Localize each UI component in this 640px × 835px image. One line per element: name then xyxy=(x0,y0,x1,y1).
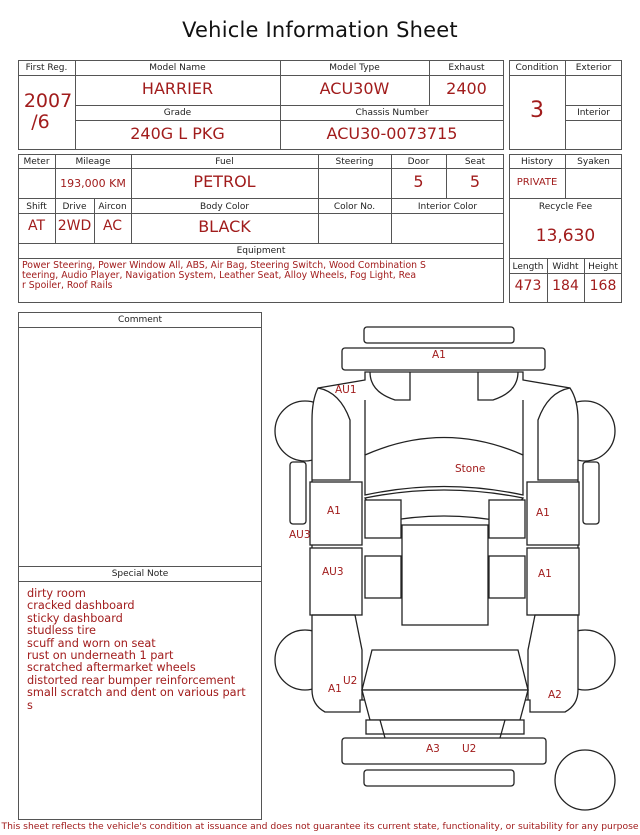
grade-value: 240G L PKG xyxy=(130,124,225,143)
fuel-label: Fuel xyxy=(215,157,234,167)
special-note-item: scratched aftermarket wheels xyxy=(27,661,196,675)
damage-mark: U2 xyxy=(343,675,358,687)
model-name-value: HARRIER xyxy=(141,79,214,98)
door-label: Door xyxy=(407,157,430,167)
body-color-label: Body Color xyxy=(199,202,250,212)
length-value: 473 xyxy=(514,278,542,294)
door-value: 5 xyxy=(413,172,424,191)
damage-mark: A1 xyxy=(432,349,446,361)
damage-mark: AU3 xyxy=(322,566,344,578)
condition-value: 3 xyxy=(530,98,544,123)
drive-label: Drive xyxy=(62,202,87,212)
history-value: PRIVATE xyxy=(516,177,558,188)
damage-mark: A1 xyxy=(538,568,552,580)
color-no-label: Color No. xyxy=(333,202,376,212)
chassis-number-value: ACU30-0073715 xyxy=(326,124,458,143)
meter-label: Meter xyxy=(23,157,50,167)
model-name-label: Model Name xyxy=(149,63,206,73)
first-reg-label: First Reg. xyxy=(25,63,68,73)
special-note-item: s xyxy=(27,698,33,712)
model-type-label: Model Type xyxy=(329,63,380,73)
special-note-label: Special Note xyxy=(111,569,169,579)
seat-label: Seat xyxy=(464,157,486,167)
shift-label: Shift xyxy=(26,202,47,212)
recycle-fee-label: Recycle Fee xyxy=(538,202,593,212)
damage-mark: A1 xyxy=(536,507,550,519)
width-value: 184 xyxy=(552,278,579,294)
special-note-item: sticky dashboard xyxy=(27,611,123,625)
model-type-value: ACU30W xyxy=(319,79,390,98)
steering-label: Steering xyxy=(335,157,374,167)
exhaust-label: Exhaust xyxy=(448,63,485,73)
mileage-value: 193,000 KM xyxy=(60,177,126,190)
comment-label: Comment xyxy=(117,315,163,325)
damage-mark: A1 xyxy=(327,505,341,517)
body-color-value: BLACK xyxy=(198,217,251,236)
damage-mark: Stone xyxy=(455,463,486,475)
seat-value: 5 xyxy=(469,172,481,191)
special-note-item: small scratch and dent on various part xyxy=(27,686,246,700)
width-label: Widht xyxy=(552,262,579,272)
exhaust-value: 2400 xyxy=(446,79,487,98)
length-label: Length xyxy=(512,262,544,272)
special-note-item: studless tire xyxy=(27,624,97,638)
damage-mark: AU3 xyxy=(289,529,311,541)
height-label: Height xyxy=(588,262,618,272)
history-label: History xyxy=(520,157,554,167)
special-note-item: rust on underneath 1 part xyxy=(27,649,174,663)
condition-label: Condition xyxy=(515,63,559,73)
page-title: Vehicle Information Sheet xyxy=(182,18,458,42)
shift-value: AT xyxy=(27,218,46,234)
special-note-item: cracked dashboard xyxy=(27,599,135,613)
recycle-fee-value: 13,630 xyxy=(535,226,596,246)
special-note-item: dirty room xyxy=(27,587,86,600)
equipment-label: Equipment xyxy=(236,246,286,256)
fuel-value: PETROL xyxy=(193,172,256,191)
first-reg-year: 2007 xyxy=(23,90,73,112)
syaken-label: Syaken xyxy=(577,157,610,167)
aircon-label: Aircon xyxy=(98,202,127,212)
interior-color-label: Interior Color xyxy=(417,202,478,212)
equipment-line: Power Steering, Power Window All, ABS, Air Bag, Steering Switch, Wood Combination S xyxy=(22,260,426,271)
interior-label: Interior xyxy=(577,108,610,118)
equipment-line: teering, Audio Player, Navigation System, Leather Seat, Alloy Wheels, Fog Light, Rea xyxy=(22,270,417,282)
disclaimer-footer: This sheet reflects the vehicle's condition at issuance and does not guarantee its current state, functionality, or suitability for any purpose xyxy=(1,821,639,832)
special-note-item: scuff and worn on seat xyxy=(27,636,156,650)
drive-value: 2WD xyxy=(57,218,92,234)
first-reg-month: /6 xyxy=(31,111,50,133)
damage-mark: A3 xyxy=(426,743,440,755)
exterior-label: Exterior xyxy=(575,63,612,73)
damage-mark: AU1 xyxy=(335,384,357,396)
damage-mark: A1 xyxy=(328,683,342,695)
mileage-label: Mileage xyxy=(75,157,111,167)
damage-mark: A2 xyxy=(548,689,562,701)
special-note-item: distorted rear bumper reinforcement xyxy=(27,673,236,687)
height-value: 168 xyxy=(589,278,617,294)
aircon-value: AC xyxy=(102,218,123,234)
damage-mark: U2 xyxy=(462,743,477,755)
grade-label: Grade xyxy=(163,108,192,118)
chassis-number-label: Chassis Number xyxy=(355,108,429,118)
equipment-line: r Spoiler, Roof Rails xyxy=(22,280,113,292)
